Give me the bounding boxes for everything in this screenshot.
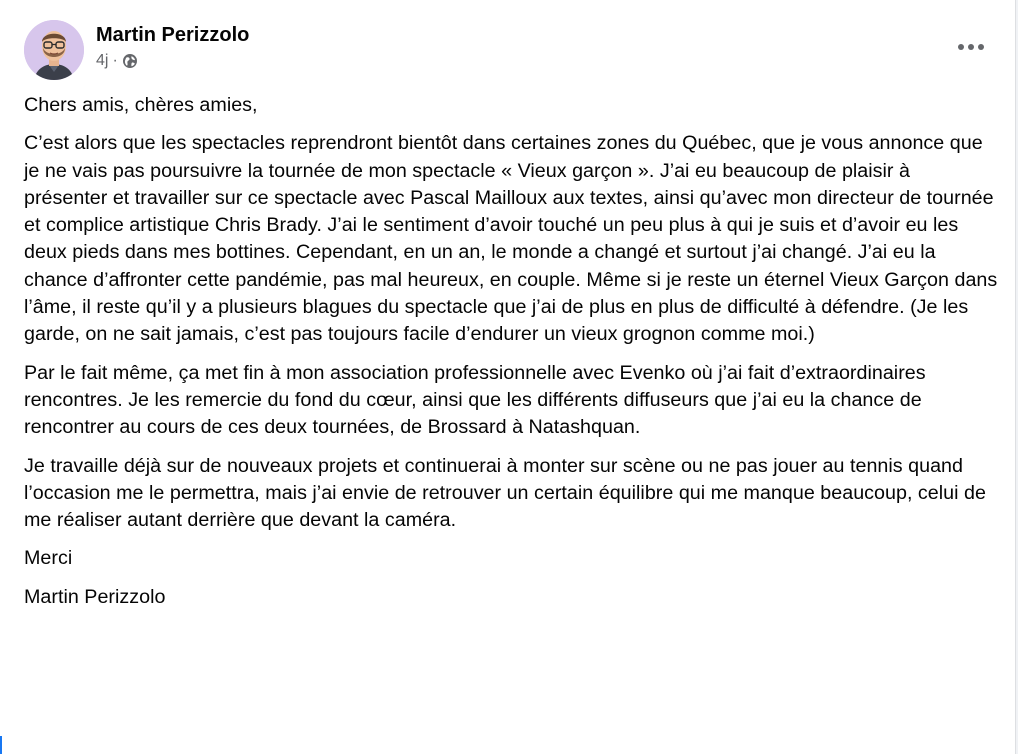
post-paragraph-signature: Martin Perizzolo (24, 585, 166, 608)
avatar[interactable] (24, 20, 84, 80)
post-paragraph-evenko: Par le fait même, ça met fin à mon association professionnelle avec Evenko où j’ai fait d’extraordinaires rencontres. Je les remercie du fond du cœur, ainsi que les différents diffuseurs que j’ai eu la chance de rencontrer au cours de ces deux tournées, de Brossard à Natashquan. (24, 361, 926, 439)
post-timestamp[interactable]: 4j (96, 52, 109, 69)
post-meta (96, 51, 138, 71)
ellipsis-icon (957, 43, 985, 51)
meta-separator: · (112, 52, 118, 69)
post-paragraph-projects: Je travaille déjà sur de nouveaux projets et continuerai à monter sur scène ou ne pas jouer au tennis quand l’occasion me le permettra, mais j’ai envie de retrouver un certain équilibre qui me manque beaucoup, celui de me réaliser autant derrière que devant la caméra. (24, 454, 986, 532)
post-paragraph-announcement: C’est alors que les spectacles reprendront bientôt dans certaines zones du Québec, que je vous annonce que je ne vais pas poursuivre la tournée de mon spectacle « Vieux garçon ». J’ai eu beaucoup de plaisir à présenter et travailler sur ce spectacle avec Pascal Mailloux aux textes, ainsi qu’avec mon directeur de tournée et complice artistique Chris Brady. J’ai le sentiment d’avoir touché un peu plus à qui je suis et d’avoir eu les deux pieds dans mes bottines. Cependant, en un an, le monde a changé et surtout j’ai changé. J’ai eu la chance d’affronter cette pandémie, pas mal heureux, en couple. Même si je reste un éternel Vieux Garçon dans l’âme, il reste qu’il y a plusieurs blagues du spectacle que j’ai de plus en plus de difficulté à défendre. (Je les garde, on ne sait jamais, c’est pas toujours facile d’endurer un vieux grognon comme moi.) (24, 132, 998, 346)
post-text (24, 92, 998, 622)
avatar-image (24, 20, 84, 80)
post-paragraph-thanks: Merci (24, 547, 73, 570)
post-header (24, 18, 991, 80)
more-options-button[interactable] (951, 29, 991, 65)
post-paragraph-greeting: Chers amis, chères amies, (24, 94, 258, 116)
author-name[interactable]: Martin Perizzolo (96, 24, 250, 46)
globe-icon[interactable] (122, 53, 138, 69)
left-edge-indicator (0, 736, 2, 754)
